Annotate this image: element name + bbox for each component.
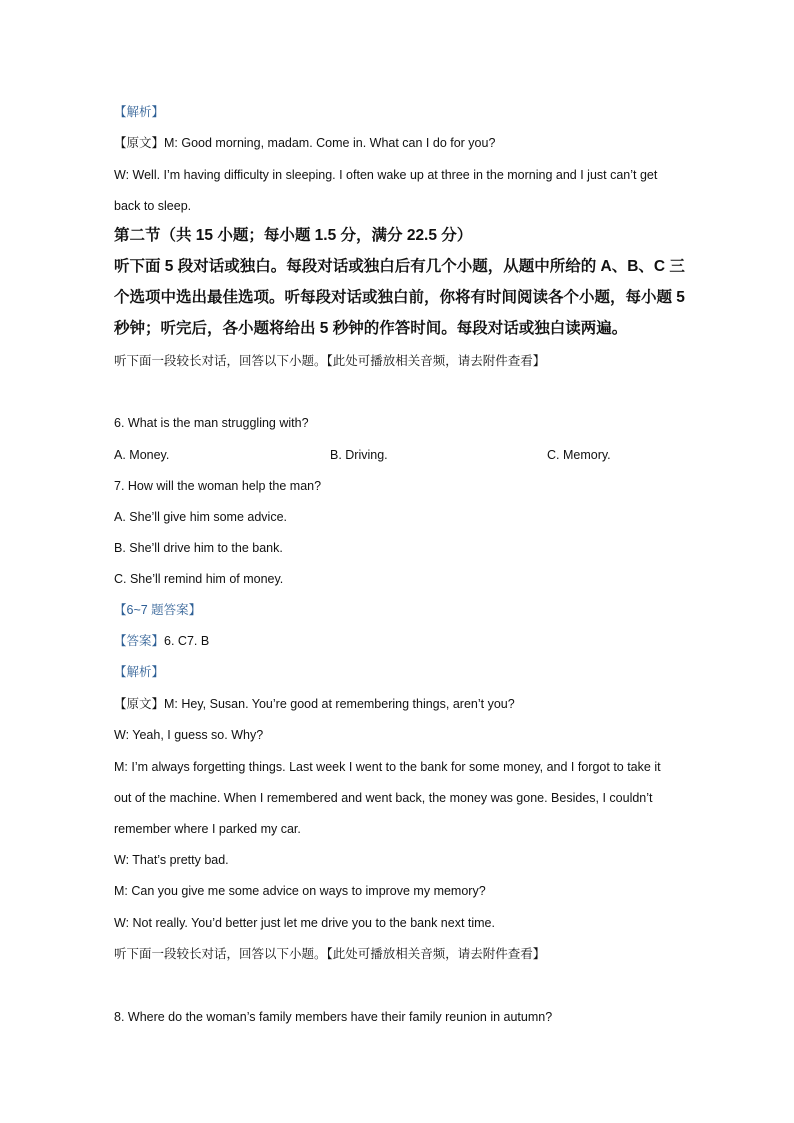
dialogue-line: remember where I parked my car.	[114, 822, 301, 836]
option-a: A. She’ll give him some advice.	[114, 510, 287, 524]
question-6: 6. What is the man struggling with?	[114, 416, 309, 430]
answer-text: 6. C7. B	[164, 634, 210, 648]
analysis-header: 【解析】	[114, 105, 165, 119]
option-c: C. Memory.	[547, 448, 611, 462]
listening-instruction: 听下面一段较长对话，回答以下小题。【此处可播放相关音频，请去附件查看】	[114, 947, 546, 961]
transcript-tag: 【原文】	[114, 136, 165, 150]
option-b: B. She’ll drive him to the bank.	[114, 541, 283, 555]
instruction-line: 秒钟；听完后，各小题将给出 5 秒钟的作答时间。每段对话或独白读两遍。	[114, 320, 628, 337]
listening-instruction: 听下面一段较长对话，回答以下小题。【此处可播放相关音频，请去附件查看】	[114, 354, 546, 368]
transcript-line	[114, 695, 714, 713]
answer-header: 【6~7 题答案】	[114, 603, 202, 617]
question-8: 8. Where do the woman’s family members have their family reunion in autumn?	[114, 1010, 553, 1024]
dialogue-line: M: I’m always forgetting things. Last week I went to the bank for some money, and I forgot to take it	[114, 760, 661, 774]
answer-line	[114, 632, 714, 650]
analysis-header: 【解析】	[114, 665, 165, 679]
option-c: C. She’ll remind him of money.	[114, 572, 284, 586]
option-a: A. Money.	[114, 448, 170, 462]
dialogue-line: M: Can you give me some advice on ways to improve my memory?	[114, 884, 486, 898]
dialogue-line: out of the machine. When I remembered and went back, the money was gone. Besides, I couldn’t	[114, 791, 653, 805]
section-title: 第二节（共 15 小题；每小题 1.5 分，满分 22.5 分）	[114, 227, 473, 244]
option-b: B. Driving.	[330, 448, 388, 462]
dialogue-line: W: That’s pretty bad.	[114, 853, 229, 867]
instruction-line: 听下面 5 段对话或独白。每段对话或独白后有几个小题，从题中所给的 A、B、C 三	[114, 258, 685, 275]
instruction-line: 个选项中选出最佳选项。听每段对话或独白前，你将有时间阅读各个小题，每小题 5	[114, 289, 685, 306]
dialogue-line: back to sleep.	[114, 199, 192, 213]
question-7: 7. How will the woman help the man?	[114, 479, 322, 493]
answer-tag: 【答案】	[114, 634, 165, 648]
dialogue-line: W: Yeah, I guess so. Why?	[114, 728, 264, 742]
dialogue-line: W: Not really. You’d better just let me drive you to the bank next time.	[114, 916, 495, 930]
transcript-text: M: Good morning, madam. Come in. What can I do for you?	[164, 136, 496, 150]
transcript-line	[114, 134, 714, 152]
transcript-tag: 【原文】	[114, 697, 165, 711]
dialogue-line: W: Well. I’m having difficulty in sleeping. I often wake up at three in the morning and I just can’t get	[114, 168, 658, 182]
transcript-text: M: Hey, Susan. You’re good at remembering things, aren’t you?	[164, 697, 515, 711]
